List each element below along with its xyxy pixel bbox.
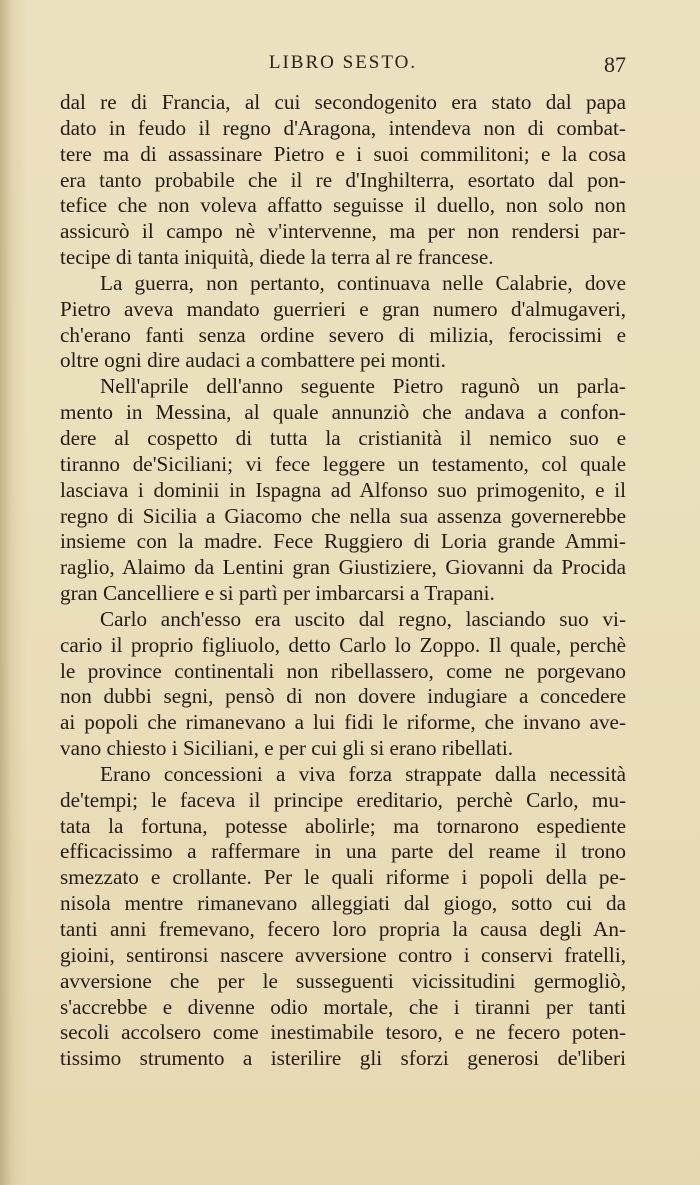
text-line: avversione che per le susseguenti vicissitudini germogliò, <box>60 968 626 993</box>
paragraph-3 <box>60 374 626 607</box>
text-line: tanti anni fremevano, fecero loro propria la causa degli An- <box>60 917 626 941</box>
text-line: Pietro aveva mandato guerrieri e gran numero d'almugaveri, <box>60 296 626 321</box>
paragraph-5 <box>60 762 626 1072</box>
text-line: mento in Messina, al quale annunziò che andava a confon- <box>60 400 626 425</box>
text-line: le province continentali non ribellassero, come ne porgevano <box>60 658 626 683</box>
text-line: gran Cancelliere e si partì per imbarcarsi a Trapani. <box>60 581 495 606</box>
text-line: non dubbi segni, pensò di non dovere indugiare a concedere <box>60 684 626 709</box>
text-line: nisola mentre rimanevano alleggiati dal giogo, sotto cui da <box>60 891 626 916</box>
text-line: era tanto probabile che il re d'Inghilterra, esortato dal pon- <box>60 167 626 192</box>
text-line: tefice che non voleva affatto seguisse il duello, non solo non <box>60 193 626 218</box>
paragraph-1 <box>60 90 626 271</box>
text-line: raglio, Alaimo da Lentini gran Giustiziere, Giovanni da Procida <box>60 555 626 580</box>
text-line: tiranno de'Siciliani; vi fece leggere un testamento, col quale <box>60 451 626 476</box>
text-line: tata la fortuna, potesse abolirle; ma tornarono espediente <box>60 813 626 838</box>
text-line: lasciava i dominii in Ispagna ad Alfonso suo primogenito, e il <box>60 477 626 502</box>
text-line: s'accrebbe e divenne odio mortale, che i tiranni per tanti <box>60 994 626 1019</box>
text-line: dato in feudo il regno d'Aragona, intendeva non di combat- <box>60 115 626 140</box>
body-text <box>60 90 626 1072</box>
text-line: Carlo anch'esso era uscito dal regno, lasciando suo vi- <box>100 606 626 631</box>
running-title: LIBRO SESTO. <box>268 52 418 73</box>
text-line: Erano concessioni a viva forza strappate dalla necessità <box>100 761 626 786</box>
paragraph-4 <box>60 607 626 762</box>
text-line: vano chiesto i Siciliani, e per cui gli si erano ribellati. <box>60 736 514 761</box>
text-line: dere al cospetto di tutta la cristianità il nemico suo e <box>60 425 626 450</box>
text-line: efficacissimo a raffermare in una parte del reame il trono <box>60 839 626 864</box>
text-line: smezzato e crollante. Per le quali riforme i popoli della pe- <box>60 865 626 890</box>
text-line: Nell'aprile dell'anno seguente Pietro ragunò un parla- <box>100 374 626 399</box>
text-line: gioini, sentironsi nascere avversione contro i conservi fratelli, <box>60 942 626 967</box>
text-line: La guerra, non pertanto, continuava nelle Calabrie, dove <box>100 270 626 295</box>
text-line: insieme con la madre. Fece Ruggiero di Loria grande Ammi- <box>60 529 626 554</box>
text-line: dal re di Francia, al cui secondogenito era stato dal papa <box>60 90 626 114</box>
text-line: ai popoli che rimanevano a lui fidi le riforme, che invano ave- <box>60 710 626 735</box>
text-line: de'tempi; le faceva il principe ereditario, perchè Carlo, mu- <box>60 787 626 812</box>
text-line: oltre ogni dire audaci a combattere pei monti. <box>60 348 446 373</box>
text-line: secoli accolsero come inestimabile tesoro, e ne fecero poten- <box>60 1020 626 1045</box>
text-line: tere ma di assassinare Pietro e i suoi commilitoni; e la cosa <box>60 141 626 166</box>
text-line: ch'erano fanti senza ordine severo di milizia, ferocissimi e <box>60 322 626 347</box>
page-header <box>60 52 626 82</box>
text-line: cario il proprio figliuolo, detto Carlo lo Zoppo. Il quale, perchè <box>60 632 626 657</box>
paragraph-2 <box>60 271 626 374</box>
text-line: tissimo strumento a isterilire gli sforzi generosi de'liberi <box>60 1046 626 1071</box>
page-number: 87 <box>604 52 626 77</box>
text-line: regno di Sicilia a Giacomo che nella sua assenza governerebbe <box>60 503 626 528</box>
text-line: assicurò il campo nè v'intervenne, ma per non rendersi par- <box>60 219 626 244</box>
text-line: tecipe di tanta iniquità, diede la terra al re francese. <box>60 245 494 270</box>
